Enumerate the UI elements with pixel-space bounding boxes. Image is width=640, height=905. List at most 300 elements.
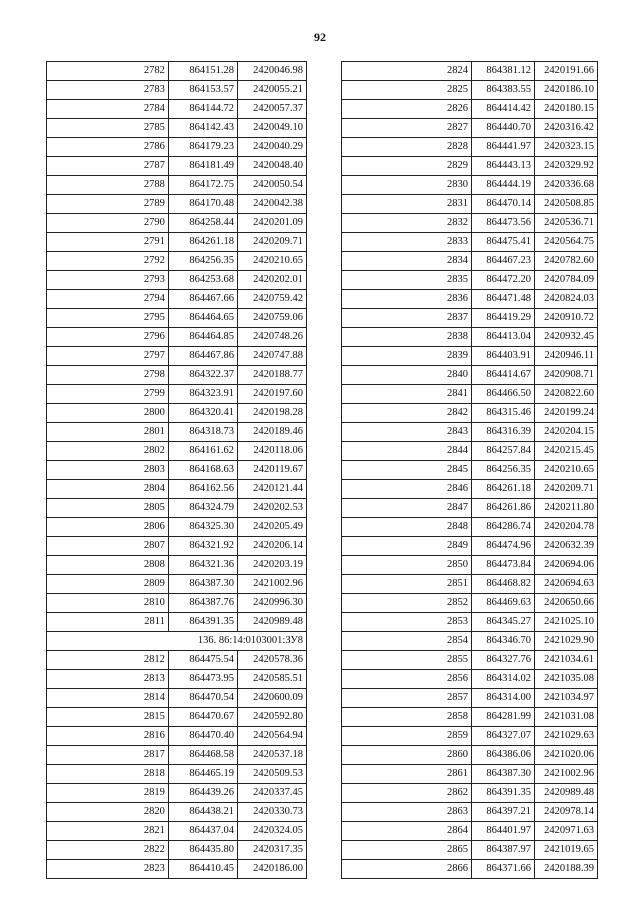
y-coordinate-cell: 2420121.44: [237, 480, 306, 499]
point-number-cell: 2795: [47, 309, 169, 328]
table-row: [342, 518, 598, 537]
x-coordinate-cell: 864261.18: [472, 480, 535, 499]
y-coordinate-cell: 2420508.85: [535, 195, 598, 214]
y-coordinate-cell: 2420600.09: [237, 689, 306, 708]
table-row: [47, 461, 307, 480]
x-coordinate-cell: 864321.92: [168, 537, 237, 556]
x-coordinate-cell: 864440.70: [472, 119, 535, 138]
point-number-cell: 2794: [47, 290, 169, 309]
point-number-cell: 2811: [47, 613, 169, 632]
y-coordinate-cell: 2420202.53: [237, 499, 306, 518]
table-row: [47, 727, 307, 746]
table-row: [47, 803, 307, 822]
table-row: [342, 556, 598, 575]
table-row: [342, 385, 598, 404]
table-row: [47, 233, 307, 252]
point-number-cell: 2854: [342, 632, 472, 651]
y-coordinate-cell: 2420694.06: [535, 556, 598, 575]
point-number-cell: 2838: [342, 328, 472, 347]
point-number-cell: 2818: [47, 765, 169, 784]
table-row: [342, 138, 598, 157]
x-coordinate-cell: 864181.49: [168, 157, 237, 176]
point-number-cell: 2835: [342, 271, 472, 290]
table-row: [342, 157, 598, 176]
point-number-cell: 2815: [47, 708, 169, 727]
y-coordinate-cell: 2420632.39: [535, 537, 598, 556]
x-coordinate-cell: 864153.57: [168, 81, 237, 100]
x-coordinate-cell: 864473.56: [472, 214, 535, 233]
table-row: [342, 119, 598, 138]
table-row: [342, 195, 598, 214]
table-row: [342, 176, 598, 195]
y-coordinate-cell: 2420824.03: [535, 290, 598, 309]
table-row: [47, 214, 307, 233]
x-coordinate-cell: 864318.73: [168, 423, 237, 442]
table-row: [47, 860, 307, 879]
table-row: [342, 670, 598, 689]
x-coordinate-cell: 864327.07: [472, 727, 535, 746]
x-coordinate-cell: 864443.13: [472, 157, 535, 176]
y-coordinate-cell: 2420537.18: [237, 746, 306, 765]
x-coordinate-cell: 864256.35: [168, 252, 237, 271]
point-number-cell: 2814: [47, 689, 169, 708]
point-number-cell: 2803: [47, 461, 169, 480]
y-coordinate-cell: 2420329.92: [535, 157, 598, 176]
point-number-cell: 2802: [47, 442, 169, 461]
coordinates-table-right: [341, 61, 598, 879]
point-number-cell: 2825: [342, 81, 472, 100]
x-coordinate-cell: 864324.79: [168, 499, 237, 518]
point-number-cell: 2783: [47, 81, 169, 100]
y-coordinate-cell: 2420564.94: [237, 727, 306, 746]
x-coordinate-cell: 864253.68: [168, 271, 237, 290]
table-row: [47, 480, 307, 499]
table-row: [342, 708, 598, 727]
y-coordinate-cell: 2420215.45: [535, 442, 598, 461]
y-coordinate-cell: 2420211.80: [535, 499, 598, 518]
table-row: [47, 157, 307, 176]
x-coordinate-cell: 864314.00: [472, 689, 535, 708]
section-label: 136. 86:14:0103001:ЗУ8: [47, 632, 307, 651]
y-coordinate-cell: 2420317.35: [237, 841, 306, 860]
y-coordinate-cell: 2420908.71: [535, 366, 598, 385]
table-row: [342, 537, 598, 556]
table-row: [342, 328, 598, 347]
y-coordinate-cell: 2420057.37: [237, 100, 306, 119]
y-coordinate-cell: 2420782.60: [535, 252, 598, 271]
x-coordinate-cell: 864470.40: [168, 727, 237, 746]
table-row: [342, 290, 598, 309]
y-coordinate-cell: 2420201.09: [237, 214, 306, 233]
table-row: [342, 632, 598, 651]
x-coordinate-cell: 864321.36: [168, 556, 237, 575]
x-coordinate-cell: 864413.04: [472, 328, 535, 347]
table-row: [342, 442, 598, 461]
y-coordinate-cell: 2421019.65: [535, 841, 598, 860]
x-coordinate-cell: 864465.19: [168, 765, 237, 784]
table-row: [47, 81, 307, 100]
x-coordinate-cell: 864464.85: [168, 328, 237, 347]
coordinates-table-left-body: [47, 62, 307, 879]
x-coordinate-cell: 864151.28: [168, 62, 237, 81]
point-number-cell: 2839: [342, 347, 472, 366]
table-row: [47, 841, 307, 860]
point-number-cell: 2849: [342, 537, 472, 556]
y-coordinate-cell: 2420978.14: [535, 803, 598, 822]
y-coordinate-cell: 2421035.08: [535, 670, 598, 689]
x-coordinate-cell: 864414.42: [472, 100, 535, 119]
x-coordinate-cell: 864474.96: [472, 537, 535, 556]
point-number-cell: 2827: [342, 119, 472, 138]
y-coordinate-cell: 2420188.39: [535, 860, 598, 879]
point-number-cell: 2782: [47, 62, 169, 81]
point-number-cell: 2797: [47, 347, 169, 366]
table-row: [47, 594, 307, 613]
point-number-cell: 2865: [342, 841, 472, 860]
table-row: [342, 613, 598, 632]
y-coordinate-cell: 2420202.01: [237, 271, 306, 290]
x-coordinate-cell: 864316.39: [472, 423, 535, 442]
y-coordinate-cell: 2420932.45: [535, 328, 598, 347]
table-row: [47, 385, 307, 404]
point-number-cell: 2853: [342, 613, 472, 632]
table-row: [47, 670, 307, 689]
x-coordinate-cell: 864387.76: [168, 594, 237, 613]
table-row: [47, 366, 307, 385]
y-coordinate-cell: 2420209.71: [535, 480, 598, 499]
x-coordinate-cell: 864475.54: [168, 651, 237, 670]
y-coordinate-cell: 2421025.10: [535, 613, 598, 632]
x-coordinate-cell: 864438.21: [168, 803, 237, 822]
x-coordinate-cell: 864475.41: [472, 233, 535, 252]
point-number-cell: 2852: [342, 594, 472, 613]
y-coordinate-cell: 2420046.98: [237, 62, 306, 81]
x-coordinate-cell: 864444.19: [472, 176, 535, 195]
point-number-cell: 2828: [342, 138, 472, 157]
point-number-cell: 2858: [342, 708, 472, 727]
x-coordinate-cell: 864320.41: [168, 404, 237, 423]
y-coordinate-cell: 2420323.15: [535, 138, 598, 157]
y-coordinate-cell: 2420592.80: [237, 708, 306, 727]
point-number-cell: 2806: [47, 518, 169, 537]
table-row: [47, 100, 307, 119]
x-coordinate-cell: 864467.86: [168, 347, 237, 366]
y-coordinate-cell: 2420204.15: [535, 423, 598, 442]
x-coordinate-cell: 864142.43: [168, 119, 237, 138]
y-coordinate-cell: 2420910.72: [535, 309, 598, 328]
point-number-cell: 2834: [342, 252, 472, 271]
y-coordinate-cell: 2420316.42: [535, 119, 598, 138]
y-coordinate-cell: 2420585.51: [237, 670, 306, 689]
point-number-cell: 2796: [47, 328, 169, 347]
table-row: [342, 803, 598, 822]
x-coordinate-cell: 864391.35: [168, 613, 237, 632]
table-row: [342, 860, 598, 879]
point-number-cell: 2808: [47, 556, 169, 575]
x-coordinate-cell: 864387.97: [472, 841, 535, 860]
y-coordinate-cell: 2420209.71: [237, 233, 306, 252]
table-row: [47, 119, 307, 138]
point-number-cell: 2789: [47, 195, 169, 214]
y-coordinate-cell: 2420996.30: [237, 594, 306, 613]
y-coordinate-cell: 2420946.11: [535, 347, 598, 366]
table-row: [342, 233, 598, 252]
table-row: [47, 442, 307, 461]
y-coordinate-cell: 2421002.96: [237, 575, 306, 594]
table-row: [47, 632, 307, 651]
table-row: [47, 290, 307, 309]
point-number-cell: 2798: [47, 366, 169, 385]
point-number-cell: 2799: [47, 385, 169, 404]
x-coordinate-cell: 864414.67: [472, 366, 535, 385]
x-coordinate-cell: 864472.20: [472, 271, 535, 290]
point-number-cell: 2793: [47, 271, 169, 290]
point-number-cell: 2860: [342, 746, 472, 765]
table-row: [47, 575, 307, 594]
point-number-cell: 2817: [47, 746, 169, 765]
y-coordinate-cell: 2420650.66: [535, 594, 598, 613]
x-coordinate-cell: 864371.66: [472, 860, 535, 879]
table-row: [342, 689, 598, 708]
point-number-cell: 2823: [47, 860, 169, 879]
table-row: [47, 708, 307, 727]
y-coordinate-cell: 2421020.06: [535, 746, 598, 765]
point-number-cell: 2812: [47, 651, 169, 670]
table-row: [47, 138, 307, 157]
table-row: [342, 404, 598, 423]
x-coordinate-cell: 864345.27: [472, 613, 535, 632]
y-coordinate-cell: 2420536.71: [535, 214, 598, 233]
x-coordinate-cell: 864314.02: [472, 670, 535, 689]
table-row: [47, 689, 307, 708]
x-coordinate-cell: 864401.97: [472, 822, 535, 841]
y-coordinate-cell: 2420049.10: [237, 119, 306, 138]
table-row: [342, 423, 598, 442]
y-coordinate-cell: 2420564.75: [535, 233, 598, 252]
table-row: [47, 518, 307, 537]
point-number-cell: 2837: [342, 309, 472, 328]
y-coordinate-cell: 2421031.08: [535, 708, 598, 727]
point-number-cell: 2846: [342, 480, 472, 499]
x-coordinate-cell: 864386.06: [472, 746, 535, 765]
y-coordinate-cell: 2420822.60: [535, 385, 598, 404]
y-coordinate-cell: 2420204.78: [535, 518, 598, 537]
point-number-cell: 2862: [342, 784, 472, 803]
y-coordinate-cell: 2420759.42: [237, 290, 306, 309]
point-number-cell: 2840: [342, 366, 472, 385]
point-number-cell: 2855: [342, 651, 472, 670]
y-coordinate-cell: 2420186.00: [237, 860, 306, 879]
x-coordinate-cell: 864403.91: [472, 347, 535, 366]
point-number-cell: 2792: [47, 252, 169, 271]
point-number-cell: 2800: [47, 404, 169, 423]
point-number-cell: 2844: [342, 442, 472, 461]
point-number-cell: 2836: [342, 290, 472, 309]
x-coordinate-cell: 864315.46: [472, 404, 535, 423]
point-number-cell: 2804: [47, 480, 169, 499]
y-coordinate-cell: 2420188.77: [237, 366, 306, 385]
table-row: [47, 613, 307, 632]
table-row: [342, 822, 598, 841]
table-row: [342, 347, 598, 366]
x-coordinate-cell: 864261.86: [472, 499, 535, 518]
y-coordinate-cell: 2420119.67: [237, 461, 306, 480]
point-number-cell: 2866: [342, 860, 472, 879]
point-number-cell: 2805: [47, 499, 169, 518]
table-row: [342, 366, 598, 385]
point-number-cell: 2810: [47, 594, 169, 613]
y-coordinate-cell: 2420694.63: [535, 575, 598, 594]
x-coordinate-cell: 864161.62: [168, 442, 237, 461]
x-coordinate-cell: 864381.12: [472, 62, 535, 81]
table-row: [342, 746, 598, 765]
point-number-cell: 2820: [47, 803, 169, 822]
table-row: [47, 176, 307, 195]
x-coordinate-cell: 864470.54: [168, 689, 237, 708]
x-coordinate-cell: 864391.35: [472, 784, 535, 803]
y-coordinate-cell: 2420971.63: [535, 822, 598, 841]
table-row: [47, 765, 307, 784]
x-coordinate-cell: 864467.66: [168, 290, 237, 309]
table-row: [47, 499, 307, 518]
y-coordinate-cell: 2420198.28: [237, 404, 306, 423]
table-row: [342, 309, 598, 328]
table-row: [47, 309, 307, 328]
table-row: [342, 480, 598, 499]
x-coordinate-cell: 864170.48: [168, 195, 237, 214]
point-number-cell: 2841: [342, 385, 472, 404]
point-number-cell: 2821: [47, 822, 169, 841]
point-number-cell: 2848: [342, 518, 472, 537]
table-row: [342, 499, 598, 518]
x-coordinate-cell: 864258.44: [168, 214, 237, 233]
x-coordinate-cell: 864261.18: [168, 233, 237, 252]
point-number-cell: 2864: [342, 822, 472, 841]
y-coordinate-cell: 2420118.06: [237, 442, 306, 461]
y-coordinate-cell: 2421029.63: [535, 727, 598, 746]
table-row: [47, 347, 307, 366]
point-number-cell: 2845: [342, 461, 472, 480]
table-row: [47, 328, 307, 347]
y-coordinate-cell: 2420189.46: [237, 423, 306, 442]
y-coordinate-cell: 2420191.66: [535, 62, 598, 81]
x-coordinate-cell: 864437.04: [168, 822, 237, 841]
point-number-cell: 2790: [47, 214, 169, 233]
x-coordinate-cell: 864467.23: [472, 252, 535, 271]
x-coordinate-cell: 864172.75: [168, 176, 237, 195]
point-number-cell: 2850: [342, 556, 472, 575]
point-number-cell: 2831: [342, 195, 472, 214]
x-coordinate-cell: 864439.26: [168, 784, 237, 803]
point-number-cell: 2861: [342, 765, 472, 784]
point-number-cell: 2843: [342, 423, 472, 442]
point-number-cell: 2857: [342, 689, 472, 708]
point-number-cell: 2822: [47, 841, 169, 860]
x-coordinate-cell: 864410.45: [168, 860, 237, 879]
table-row: [47, 746, 307, 765]
y-coordinate-cell: 2420330.73: [237, 803, 306, 822]
point-number-cell: 2824: [342, 62, 472, 81]
point-number-cell: 2847: [342, 499, 472, 518]
point-number-cell: 2826: [342, 100, 472, 119]
point-number-cell: 2863: [342, 803, 472, 822]
table-row: [47, 252, 307, 271]
x-coordinate-cell: 864256.35: [472, 461, 535, 480]
x-coordinate-cell: 864179.23: [168, 138, 237, 157]
coordinates-table-left: [46, 61, 307, 879]
table-row: [342, 271, 598, 290]
y-coordinate-cell: 2420205.49: [237, 518, 306, 537]
page-number: 92: [314, 30, 326, 44]
x-coordinate-cell: 864468.82: [472, 575, 535, 594]
y-coordinate-cell: 2420578.36: [237, 651, 306, 670]
x-coordinate-cell: 864471.48: [472, 290, 535, 309]
x-coordinate-cell: 864144.72: [168, 100, 237, 119]
point-number-cell: 2791: [47, 233, 169, 252]
table-row: [47, 556, 307, 575]
x-coordinate-cell: 864257.84: [472, 442, 535, 461]
table-row: [342, 594, 598, 613]
x-coordinate-cell: 864162.56: [168, 480, 237, 499]
table-row: [47, 271, 307, 290]
y-coordinate-cell: 2420206.14: [237, 537, 306, 556]
x-coordinate-cell: 864383.55: [472, 81, 535, 100]
table-row: [47, 62, 307, 81]
y-coordinate-cell: 2420337.45: [237, 784, 306, 803]
point-number-cell: 2786: [47, 138, 169, 157]
point-number-cell: 2859: [342, 727, 472, 746]
y-coordinate-cell: 2420042.38: [237, 195, 306, 214]
y-coordinate-cell: 2420989.48: [237, 613, 306, 632]
point-number-cell: 2829: [342, 157, 472, 176]
table-row: [342, 214, 598, 233]
table-row: [342, 62, 598, 81]
point-number-cell: 2830: [342, 176, 472, 195]
table-row: [47, 651, 307, 670]
table-row: [47, 195, 307, 214]
y-coordinate-cell: 2420050.54: [237, 176, 306, 195]
y-coordinate-cell: 2421034.61: [535, 651, 598, 670]
point-number-cell: 2785: [47, 119, 169, 138]
x-coordinate-cell: 864470.67: [168, 708, 237, 727]
y-coordinate-cell: 2420759.06: [237, 309, 306, 328]
y-coordinate-cell: 2420509.53: [237, 765, 306, 784]
x-coordinate-cell: 864466.50: [472, 385, 535, 404]
y-coordinate-cell: 2420336.68: [535, 176, 598, 195]
x-coordinate-cell: 864470.14: [472, 195, 535, 214]
point-number-cell: 2807: [47, 537, 169, 556]
point-number-cell: 2787: [47, 157, 169, 176]
table-row: [47, 537, 307, 556]
point-number-cell: 2819: [47, 784, 169, 803]
x-coordinate-cell: 864322.37: [168, 366, 237, 385]
table-row: [47, 822, 307, 841]
y-coordinate-cell: 2420180.15: [535, 100, 598, 119]
table-row: [342, 784, 598, 803]
x-coordinate-cell: 864281.99: [472, 708, 535, 727]
point-number-cell: 2851: [342, 575, 472, 594]
y-coordinate-cell: 2420747.88: [237, 347, 306, 366]
table-row: [342, 81, 598, 100]
table-row: [47, 404, 307, 423]
y-coordinate-cell: 2420197.60: [237, 385, 306, 404]
y-coordinate-cell: 2420199.24: [535, 404, 598, 423]
y-coordinate-cell: 2420324.05: [237, 822, 306, 841]
x-coordinate-cell: 864168.63: [168, 461, 237, 480]
x-coordinate-cell: 864286.74: [472, 518, 535, 537]
x-coordinate-cell: 864469.63: [472, 594, 535, 613]
y-coordinate-cell: 2420203.19: [237, 556, 306, 575]
